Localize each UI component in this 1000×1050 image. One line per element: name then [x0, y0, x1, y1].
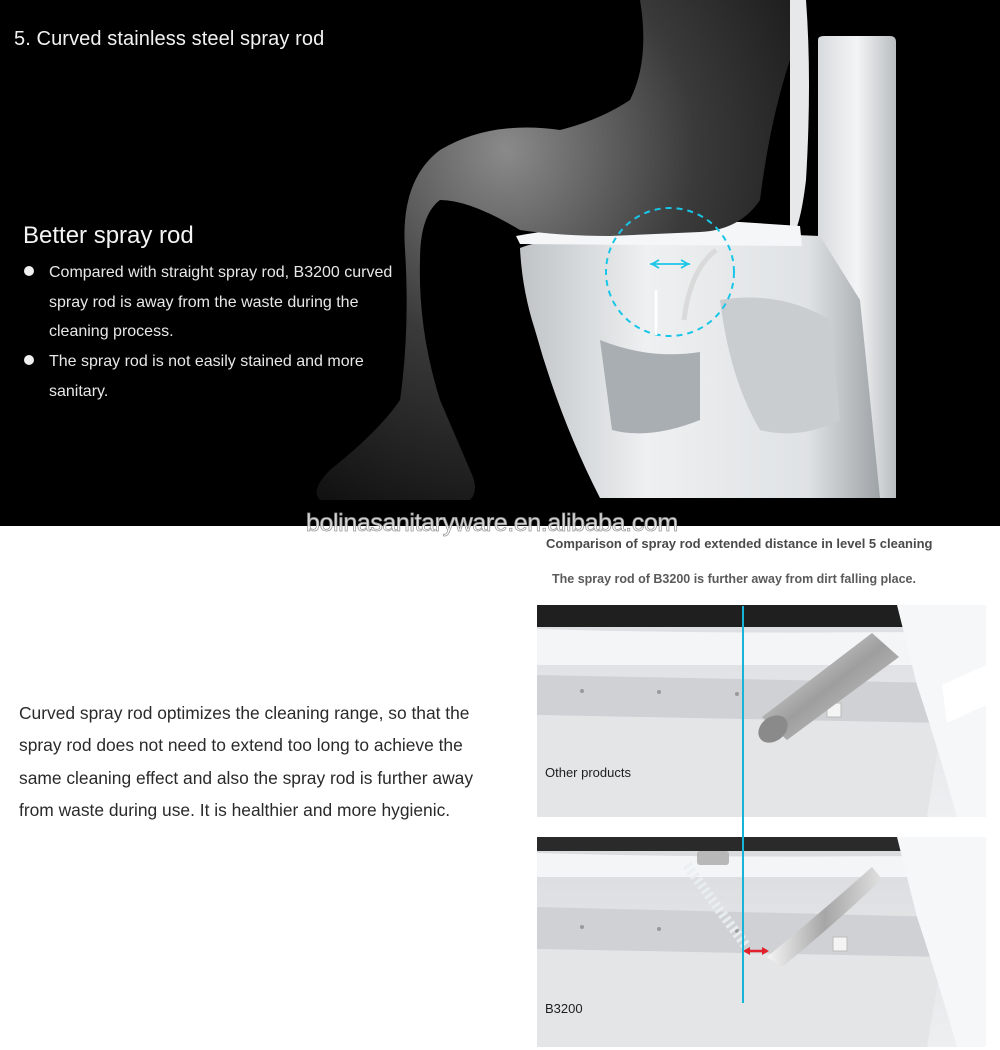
comparison-title: Comparison of spray rod extended distance in level 5 cleaning [546, 536, 933, 551]
comparison-panel-other [537, 605, 986, 817]
reference-guide-line [742, 606, 744, 1003]
feature-bullet-list [22, 258, 422, 407]
comparison-subtitle: The spray rod of B3200 is further away from dirt falling place. [552, 572, 916, 586]
panel-label-b3200: B3200 [545, 1001, 583, 1016]
feature-bullet: The spray rod is not easily stained and more sanitary. [22, 347, 422, 406]
bullet-dot-icon [24, 266, 34, 276]
straight-rod-illustration [537, 605, 986, 817]
panel-label-other: Other products [545, 765, 631, 780]
section-title: 5. Curved stainless steel spray rod [14, 28, 325, 50]
watermark: bolinasanitaryware.en.alibaba.com [306, 509, 678, 537]
bullet-dot-icon [24, 355, 34, 365]
feature-bullet: Compared with straight spray rod, B3200 curved spray rod is away from the waste during the cleaning process. [22, 258, 422, 347]
description-text: Curved spray rod optimizes the cleaning range, so that the spray rod does not need to extend too long to achieve the same cleaning effect and also the spray rod is further away from waste during use. It is healthier and more hygienic. [19, 703, 474, 820]
curved-rod-illustration [537, 837, 986, 1047]
comparison-panel-b3200 [537, 837, 986, 1047]
feature-heading: Better spray rod [23, 222, 194, 249]
